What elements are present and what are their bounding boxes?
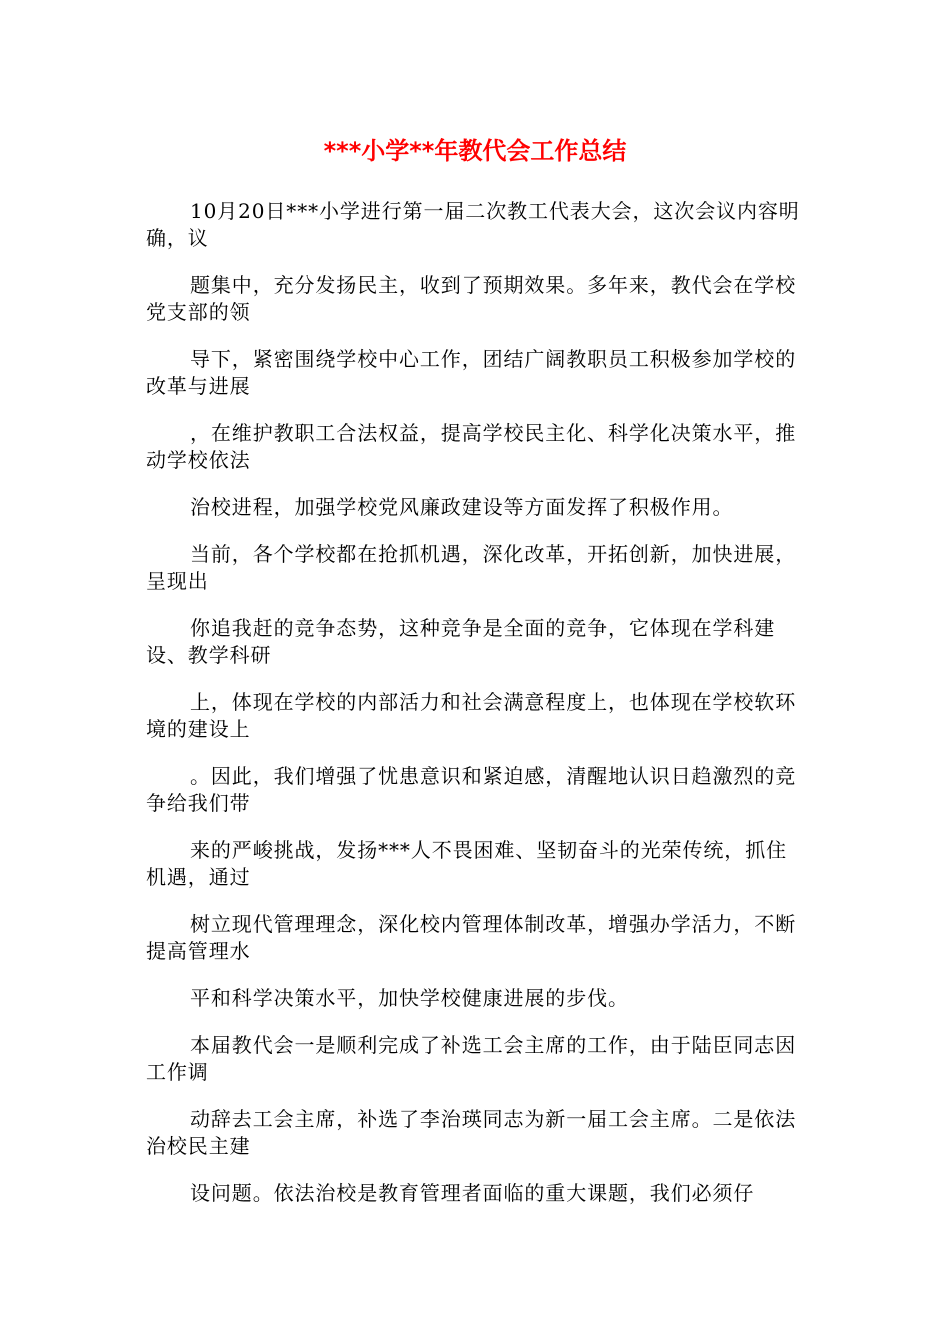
paragraph: ，在维护教职工合法权益，提高学校民主化、科学化决策水平，推动学校依法 xyxy=(146,421,797,472)
paragraph: 设问题。依法治校是教育管理者面临的重大课题，我们必须仔 xyxy=(190,1181,755,1205)
paragraph: 平和科学决策水平，加快学校健康进展的步伐。 xyxy=(190,986,629,1010)
paragraph: 。因此，我们增强了忧患意识和紧迫感，清醒地认识日趋激烈的竞争给我们带 xyxy=(146,764,797,815)
paragraph: 树立现代管理理念，深化校内管理体制改革，增强办学活力，不断提高管理水 xyxy=(146,912,797,963)
paragraph: 上，体现在学校的内部活力和社会满意程度上，也体现在学校软环境的建设上 xyxy=(146,690,797,741)
document-title: ***小学**年教代会工作总结 xyxy=(323,137,627,165)
paragraph: 治校进程，加强学校党风廉政建设等方面发挥了积极作用。 xyxy=(190,495,734,519)
paragraph: 来的严峻挑战，发扬***人不畏困难、坚韧奋斗的光荣传统，抓住机遇，通过 xyxy=(146,838,787,889)
paragraph: 当前，各个学校都在抢抓机遇，深化改革，开拓创新，加快进展，呈现出 xyxy=(146,542,797,593)
paragraph: 本届教代会一是顺利完成了补选工会主席的工作，由于陆臣同志因工作调 xyxy=(146,1033,797,1084)
paragraph: 10月20日***小学进行第一届二次教工代表大会，这次会议内容明确，议 xyxy=(146,199,800,250)
paragraph: 动辞去工会主席，补选了李治瑛同志为新一届工会主席。二是依法治校民主建 xyxy=(146,1107,797,1158)
paragraph: 导下，紧密围绕学校中心工作，团结广阔教职员工积极参加学校的改革与进展 xyxy=(146,347,797,398)
paragraph: 题集中，充分发扬民主，收到了预期效果。多年来，教代会在学校党支部的领 xyxy=(146,273,797,324)
document-body xyxy=(146,198,806,1227)
paragraph: 你追我赶的竞争态势，这种竞争是全面的竞争，它体现在学科建设、教学科研 xyxy=(146,616,776,667)
